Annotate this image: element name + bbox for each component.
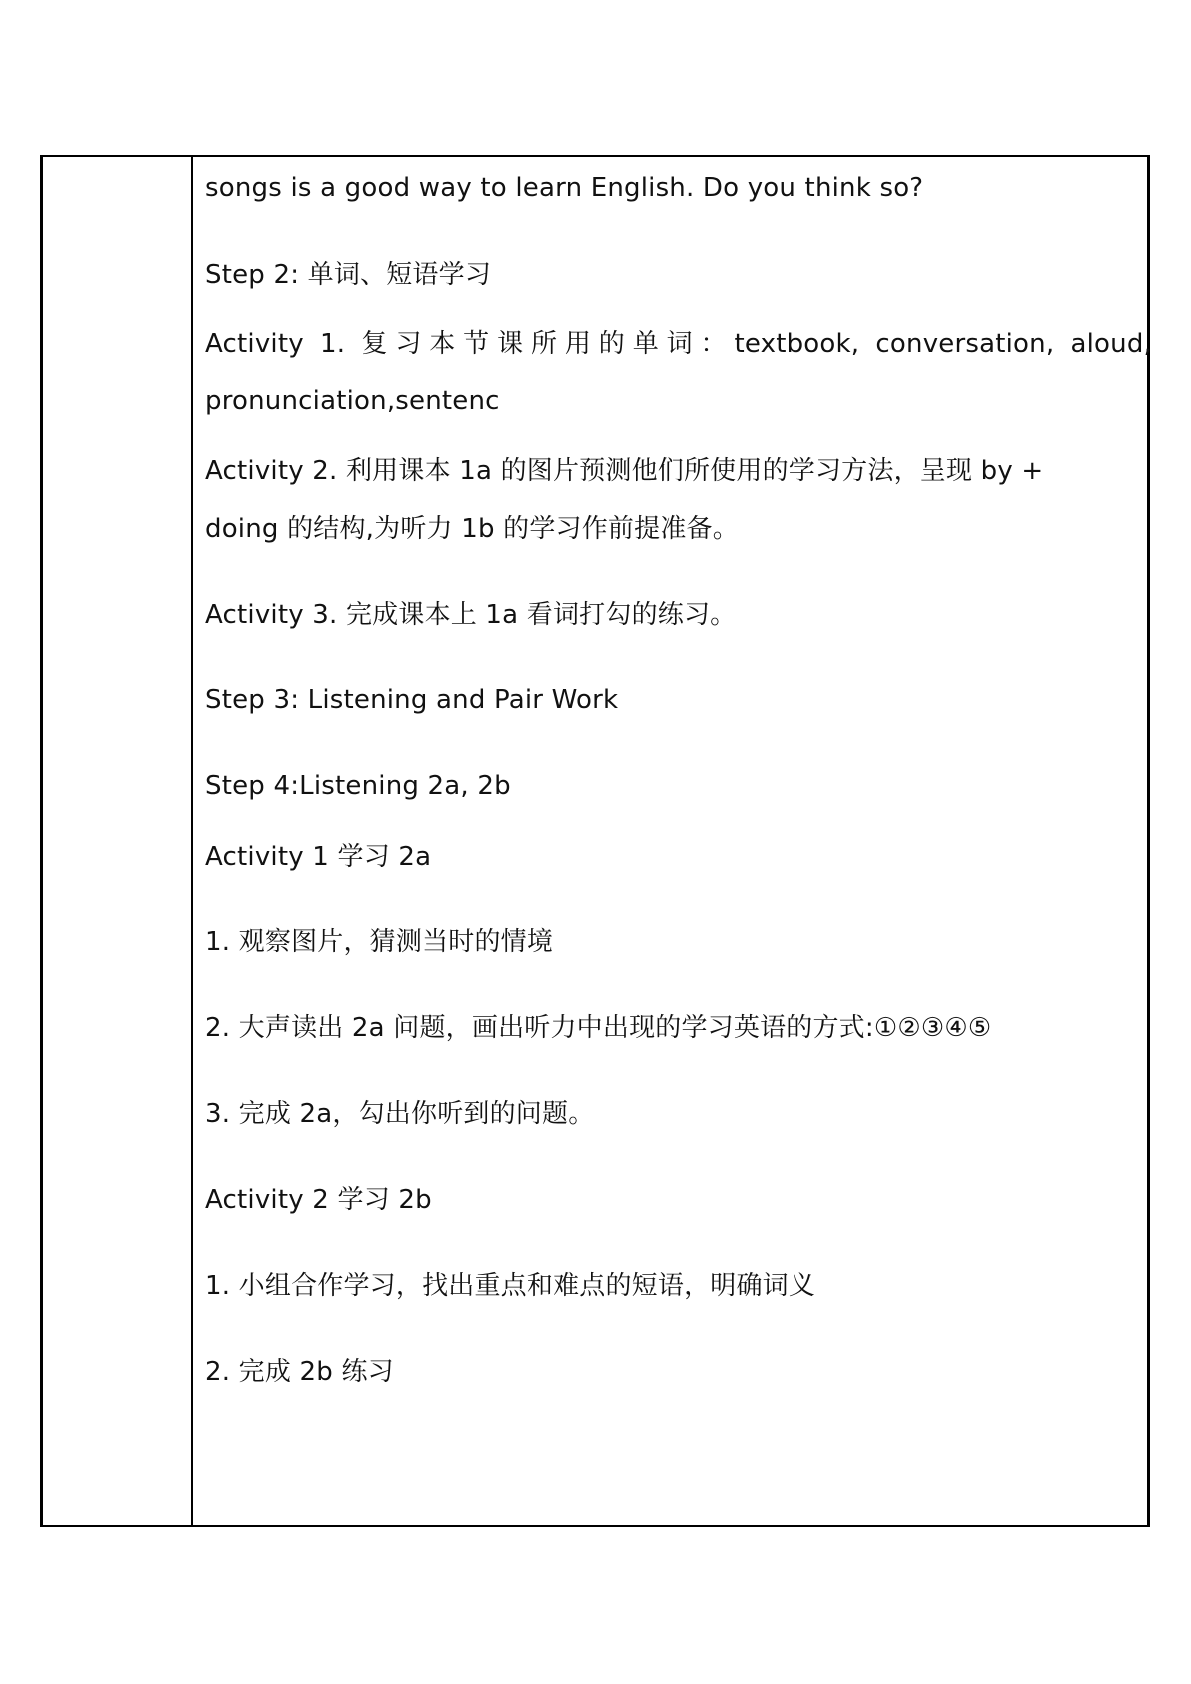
- text-line: Step 4:Listening 2a, 2b: [205, 771, 511, 801]
- content-cell: [195, 157, 1152, 1525]
- text-line: 2. 大声读出 2a 问题，画出听力中出现的学习英语的方式:①②③④⑤: [205, 1013, 992, 1043]
- text-line: Activity 2 学习 2b: [205, 1185, 432, 1215]
- text-line: pronunciation,sentenc: [205, 386, 500, 416]
- text-line: songs is a good way to learn English. Do you think so?: [205, 173, 924, 203]
- text-line: Step 3: Listening and Pair Work: [205, 685, 619, 715]
- text-line: Activity 1 学习 2a: [205, 842, 432, 872]
- text-line: Activity 2. 利用课本 1a 的图片预测他们所使用的学习方法，呈现 by +: [205, 456, 1044, 486]
- text-line: 2. 完成 2b 练习: [205, 1357, 394, 1387]
- text-line: doing 的结构,为听力 1b 的学习作前提准备。: [205, 514, 739, 544]
- text-line: Activity 3. 完成课本上 1a 看词打勾的练习。: [205, 600, 737, 630]
- text-line: Step 2: 单词、短语学习: [205, 260, 492, 290]
- left-column-cell: [43, 157, 193, 1525]
- text-line: 3. 完成 2a，勾出你听到的问题。: [205, 1099, 595, 1129]
- lesson-table: [40, 155, 1150, 1527]
- text-line: 1. 小组合作学习，找出重点和难点的短语，明确词义: [205, 1271, 816, 1301]
- text-line: 1. 观察图片，猜测当时的情境: [205, 927, 554, 957]
- text-line: Activity 1. 复习本节课所用的单词：textbook, conversation, aloud,: [205, 329, 1152, 359]
